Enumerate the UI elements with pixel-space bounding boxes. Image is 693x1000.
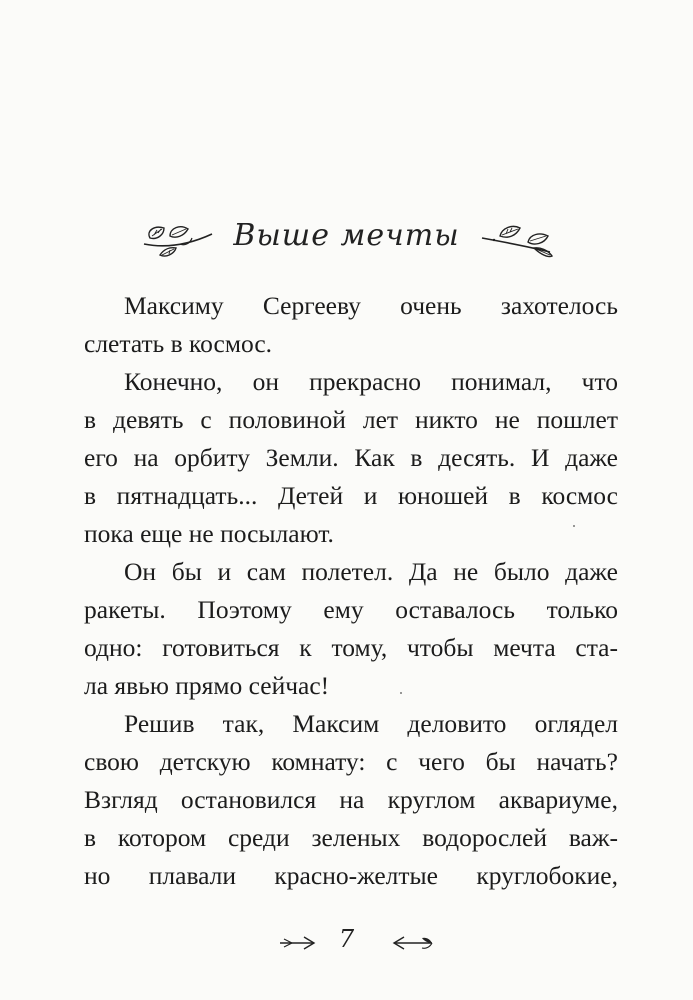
text-line: ракеты. Поэтому ему оставалось только xyxy=(84,595,618,624)
text-line: Решив так, Максим деловито оглядел xyxy=(124,709,618,738)
paper-speck xyxy=(573,525,575,527)
text-line: Конечно, он прекрасно понимал, что xyxy=(124,367,618,396)
page-footer xyxy=(0,925,693,965)
text-line: одно: готовиться к тому, чтобы мечта ста- xyxy=(84,633,618,662)
text-line: свою детскую комнату: с чего бы начать? xyxy=(84,747,618,776)
chapter-header xyxy=(0,210,693,270)
text-line: Взгляд остановился на круглом аквариуме, xyxy=(84,785,618,814)
text-line: Он бы и сам полетел. Да не было даже xyxy=(124,557,618,586)
text-line: в котором среди зеленых водорослей важ- xyxy=(84,823,618,852)
body-text xyxy=(84,287,618,895)
text-line: его на орбиту Земли. Как в десять. И даже xyxy=(84,443,618,472)
page-number: 7 xyxy=(338,925,355,953)
leaf-branch-icon xyxy=(478,216,554,262)
text-line: в девять с половиной лет никто не пошлет xyxy=(84,405,618,434)
text-line: пока еще не посылают. xyxy=(84,519,334,548)
arrow-ornament-icon xyxy=(392,933,436,953)
text-line: ла явью прямо сейчас! xyxy=(84,671,330,700)
chapter-title: Выше мечты xyxy=(233,218,460,253)
paper-speck xyxy=(400,692,402,694)
text-line: слетать в космос. xyxy=(84,329,273,358)
text-line: в пятнадцать... Детей и юношей в космос xyxy=(84,481,618,510)
text-line: Максиму Сергееву очень захотелось xyxy=(124,291,618,320)
text-line: но плавали красно-желтые круглобокие, xyxy=(84,861,618,890)
